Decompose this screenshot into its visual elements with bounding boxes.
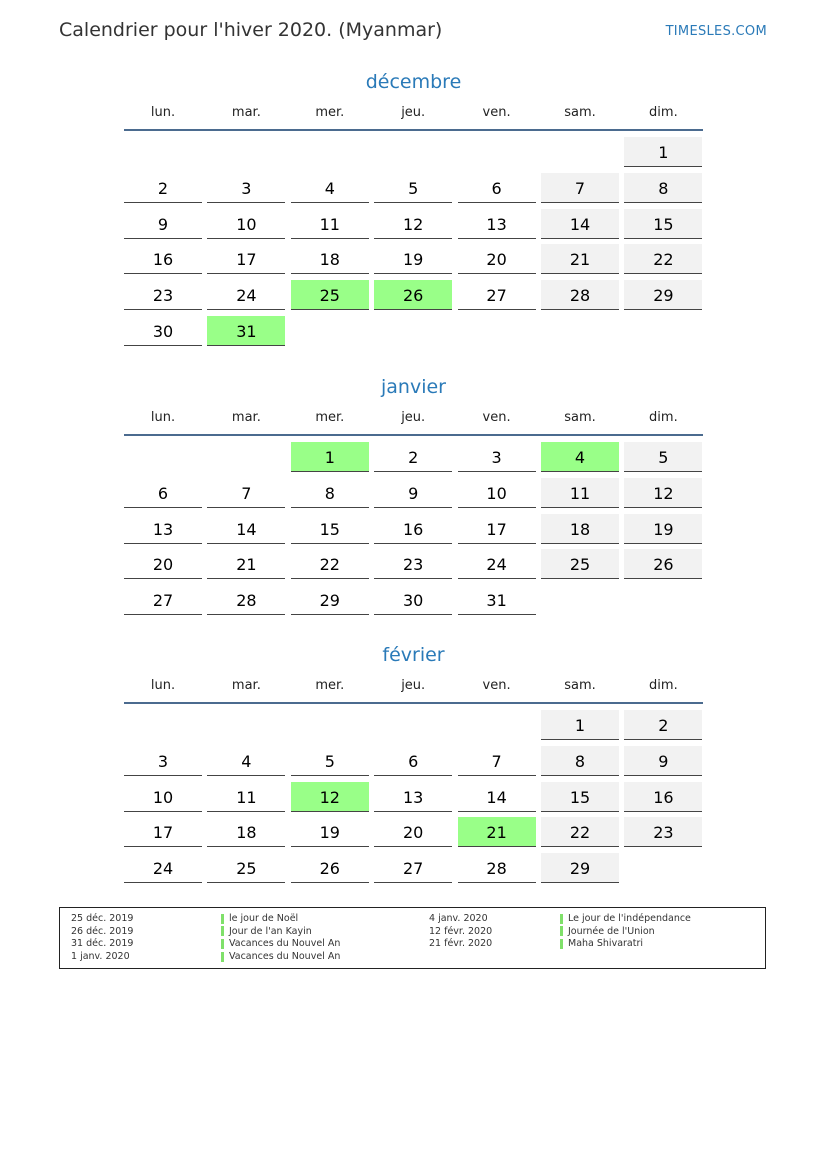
day-cell: 16 [374,514,452,544]
day-cell: 30 [124,316,202,346]
day-cell: 11 [541,478,619,508]
day-cell: 4 [207,746,285,776]
day-cell: 18 [207,817,285,847]
day-cell: 1 [541,710,619,740]
day-cell: 19 [374,244,452,274]
holiday-day-cell: 26 [374,280,452,310]
day-cell: 28 [207,585,285,615]
day-cell: 4 [291,173,369,203]
day-cell: 9 [374,478,452,508]
day-cell: 14 [541,209,619,239]
weekday-label: mer. [315,410,345,425]
day-cell: 16 [124,244,202,274]
page-title: Calendrier pour l'hiver 2020. (Myanmar) [59,19,443,41]
weekday-label: mar. [231,105,261,120]
day-cell: 29 [624,280,702,310]
day-cell: 10 [124,782,202,812]
day-cell: 11 [207,782,285,812]
day-cell: 15 [291,514,369,544]
day-grid [124,131,703,351]
legend-date: 31 déc. 2019 [71,938,134,950]
legend-left-dates [71,913,133,964]
day-cell: 6 [374,746,452,776]
holiday-day-cell: 4 [541,442,619,472]
day-cell: 3 [207,173,285,203]
legend-right-names [560,913,691,951]
day-cell: 15 [541,782,619,812]
day-cell: 18 [291,244,369,274]
holiday-swatch [221,926,224,936]
legend-date: 21 févr. 2020 [429,938,493,950]
day-cell: 17 [207,244,285,274]
day-cell: 23 [374,549,452,579]
legend-item [221,951,340,964]
day-cell: 8 [291,478,369,508]
day-cell: 8 [624,173,702,203]
day-cell: 7 [458,746,536,776]
day-cell: 20 [124,549,202,579]
day-grid [124,436,703,656]
month-name: décembre [365,71,462,93]
day-cell: 28 [541,280,619,310]
legend-item [560,926,691,939]
day-cell: 30 [374,585,452,615]
day-cell: 12 [374,209,452,239]
day-cell: 7 [541,173,619,203]
weekday-label: sam. [564,678,596,693]
day-cell: 16 [624,782,702,812]
month-block-february [124,640,703,924]
day-cell: 2 [624,710,702,740]
weekday-label: jeu. [401,678,426,693]
day-cell: 6 [458,173,536,203]
day-cell: 21 [207,549,285,579]
legend-date: 4 janv. 2020 [429,913,488,924]
weekday-label: dim. [649,410,678,425]
day-cell: 6 [124,478,202,508]
day-cell: 26 [291,853,369,883]
weekday-label: ven. [482,678,511,693]
legend-holiday-name: Journée de l'Union [568,925,655,937]
month-block-january [124,372,703,656]
holiday-day-cell: 25 [291,280,369,310]
day-cell: 10 [207,209,285,239]
day-cell: 10 [458,478,536,508]
legend-holiday-name: le jour de Noël [229,913,299,924]
legend-date: 25 déc. 2019 [71,913,134,924]
day-cell: 24 [207,280,285,310]
legend-right-dates [429,913,492,951]
weekday-label: jeu. [401,105,426,120]
legend-date: 1 janv. 2020 [71,951,130,963]
day-cell: 29 [291,585,369,615]
day-cell: 22 [291,549,369,579]
holiday-swatch [221,939,224,949]
weekday-label: dim. [649,105,678,120]
legend-item [560,938,691,951]
holiday-day-cell: 21 [458,817,536,847]
day-cell: 28 [458,853,536,883]
holiday-swatch [221,952,224,962]
day-cell: 2 [124,173,202,203]
day-cell: 25 [541,549,619,579]
legend-item [221,926,340,939]
month-name: février [382,644,445,666]
weekday-header-row [124,97,703,131]
day-cell: 5 [624,442,702,472]
day-cell: 3 [458,442,536,472]
day-cell: 21 [541,244,619,274]
holiday-day-cell: 12 [291,782,369,812]
holiday-swatch [221,914,224,924]
holiday-swatch [560,926,563,936]
day-grid [124,704,703,924]
legend-item [560,913,691,926]
holiday-day-cell: 1 [291,442,369,472]
day-cell: 5 [291,746,369,776]
month-block-december [124,67,703,351]
weekday-header-row [124,670,703,704]
day-cell: 3 [124,746,202,776]
weekday-label: lun. [150,410,176,425]
weekday-label: mar. [231,678,261,693]
day-cell: 24 [458,549,536,579]
day-cell: 2 [374,442,452,472]
weekday-label: sam. [564,410,596,425]
day-cell: 27 [124,585,202,615]
day-cell: 22 [624,244,702,274]
day-cell: 31 [458,585,536,615]
day-cell: 13 [124,514,202,544]
weekday-label: dim. [649,678,678,693]
legend-item [221,938,340,951]
day-cell: 14 [207,514,285,544]
legend-date: 26 déc. 2019 [71,925,134,937]
day-cell: 22 [541,817,619,847]
weekday-label: mer. [315,678,345,693]
day-cell: 19 [291,817,369,847]
holiday-swatch [560,939,563,949]
weekday-label: mar. [231,410,261,425]
legend-date: 12 févr. 2020 [429,925,493,937]
legend-holiday-name: Vacances du Nouvel An [229,951,341,963]
day-cell: 13 [458,209,536,239]
legend-item [221,913,340,926]
weekday-label: ven. [482,105,511,120]
day-cell: 1 [624,137,702,167]
day-cell: 11 [291,209,369,239]
day-cell: 23 [124,280,202,310]
holiday-legend [59,907,766,969]
legend-holiday-name: Vacances du Nouvel An [229,938,341,950]
day-cell: 13 [374,782,452,812]
day-cell: 26 [624,549,702,579]
day-cell: 17 [124,817,202,847]
day-cell: 19 [624,514,702,544]
day-cell: 29 [541,853,619,883]
weekday-label: lun. [150,105,176,120]
day-cell: 9 [624,746,702,776]
day-cell: 25 [207,853,285,883]
legend-holiday-name: Maha Shivaratri [568,938,644,950]
weekday-label: jeu. [401,410,426,425]
day-cell: 18 [541,514,619,544]
day-cell: 12 [624,478,702,508]
weekday-label: sam. [564,105,596,120]
legend-holiday-name: Jour de l'an Kayin [229,925,312,937]
legend-left-names [221,913,340,964]
day-cell: 20 [458,244,536,274]
month-name: janvier [381,376,446,398]
day-cell: 24 [124,853,202,883]
weekday-label: ven. [482,410,511,425]
weekday-label: mer. [315,105,345,120]
day-cell: 7 [207,478,285,508]
day-cell: 9 [124,209,202,239]
legend-holiday-name: Le jour de l'indépendance [568,913,691,924]
weekday-label: lun. [150,678,176,693]
day-cell: 5 [374,173,452,203]
weekday-header-row [124,402,703,436]
day-cell: 15 [624,209,702,239]
day-cell: 27 [458,280,536,310]
day-cell: 8 [541,746,619,776]
day-cell: 14 [458,782,536,812]
brand-link[interactable]: TIMESLES.COM [665,24,767,39]
day-cell: 17 [458,514,536,544]
holiday-swatch [560,914,563,924]
day-cell: 23 [624,817,702,847]
day-cell: 20 [374,817,452,847]
day-cell: 27 [374,853,452,883]
holiday-day-cell: 31 [207,316,285,346]
